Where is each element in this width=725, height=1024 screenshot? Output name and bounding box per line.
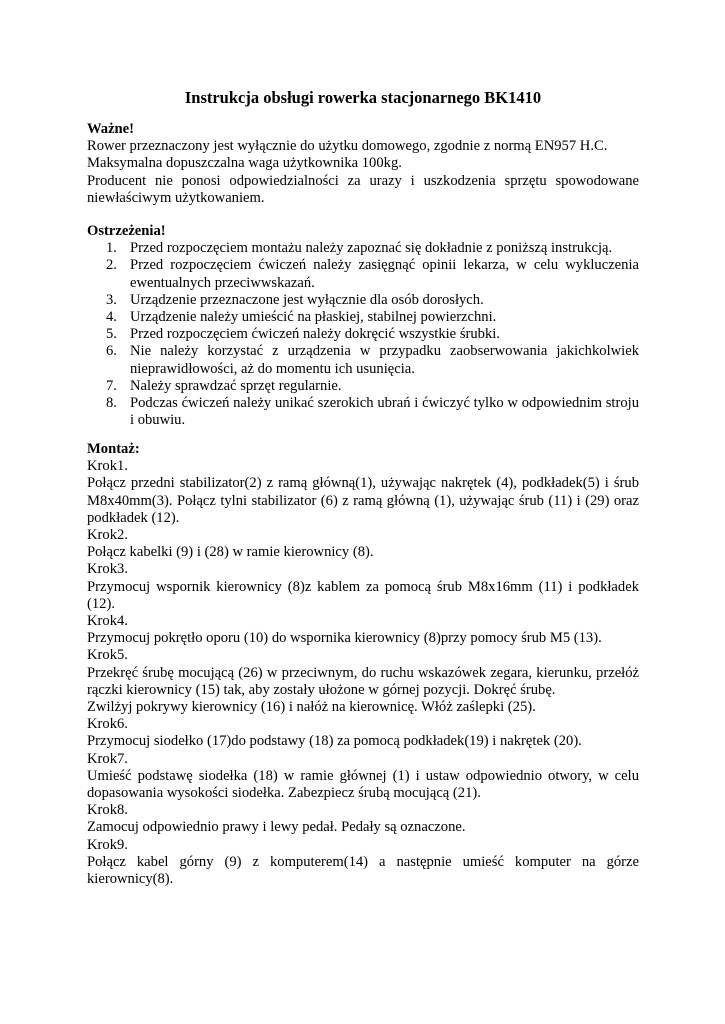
warning-item: [87, 395, 639, 429]
warning-text: Nie należy korzystać z urządzenia w przypadku zaobserwowania jakichkolwiek nieprawidłowości, aż do momentu ich usunięcia.: [130, 343, 639, 377]
step-text: Połącz kabel górny (9) z komputerem(14) a następnie umieść komputer na górze kierownicy(8).: [87, 853, 639, 888]
important-section: [87, 121, 639, 207]
warning-number: 2.: [106, 257, 117, 274]
step-text: Umieść podstawę siodełka (18) w ramie głównej (1) i ustaw odpowiednio otwory, w celu dopasowania wysokości siodełka. Zabezpiecz śrubą mocującą (21).: [87, 767, 639, 802]
step-text: Przymocuj siodełko (17)do podstawy (18) za pomocą podkładek(19) i nakrętek (20).: [87, 733, 582, 750]
warning-number: 7.: [106, 377, 117, 394]
step-label: Krok9.: [87, 836, 128, 853]
step-label: Krok6.: [87, 716, 128, 733]
important-line-weight: Maksymalna dopuszczalna waga użytkownika 100kg.: [87, 155, 402, 172]
step-label: Krok5.: [87, 647, 128, 664]
warning-item: [87, 326, 639, 343]
step-text: Przymocuj wspornik kierownicy (8)z kablem za pomocą śrub M8x16mm (11) i podkładek (12).: [87, 578, 639, 612]
warnings-section: [87, 223, 639, 429]
step-label: Krok4.: [87, 613, 128, 630]
step-text: Zamocuj odpowiednio prawy i lewy pedał. Pedały są oznaczone.: [87, 819, 466, 836]
step-label: Krok7.: [87, 750, 128, 767]
warning-item: [87, 257, 639, 291]
step-label: Krok2.: [87, 527, 128, 544]
warning-text: Urządzenie należy umieścić na płaskiej, stabilnej powierzchni.: [130, 309, 497, 326]
warning-number: 6.: [106, 343, 117, 360]
warning-number: 4.: [106, 309, 117, 326]
warning-text: Podczas ćwiczeń należy unikać szerokich ubrań i ćwiczyć tylko w odpowiednim stroju i obuwiu.: [130, 395, 639, 429]
warning-number: 3.: [106, 291, 117, 308]
warning-text: Przed rozpoczęciem ćwiczeń należy dokręcić wszystkie śrubki.: [130, 326, 500, 343]
warning-number: 1.: [106, 240, 117, 257]
page-title: Instrukcja obsługi rowerka stacjonarnego BK1410: [184, 88, 542, 107]
important-line-norm: Rower przeznaczony jest wyłącznie do użytku domowego, zgodnie z normą EN957 H.C.: [87, 138, 608, 155]
warning-item: [87, 240, 639, 257]
assembly-section: [87, 441, 639, 888]
warning-text: Przed rozpoczęciem montażu należy zapoznać się dokładnie z poniższą instrukcją.: [130, 240, 613, 257]
warning-text: Przed rozpoczęciem ćwiczeń należy zasięgnąć opinii lekarza, w celu wykluczenia ewentualnych przeciwwskazań.: [130, 257, 639, 291]
warning-number: 5.: [106, 326, 117, 343]
warning-item: [87, 309, 639, 326]
warning-number: 8.: [106, 395, 117, 412]
step-text: Połącz kabelki (9) i (28) w ramie kierownicy (8).: [87, 544, 374, 561]
important-line-liability: Producent nie ponosi odpowiedzialności za urazy i uszkodzenia sprzętu spowodowane niewłaściwym użytkowaniem.: [87, 172, 639, 206]
warnings-heading: Ostrzeżenia!: [87, 223, 166, 239]
step-label: Krok8.: [87, 802, 128, 819]
warning-text: Urządzenie przeznaczone jest wyłącznie dla osób dorosłych.: [130, 291, 484, 308]
step-text: Połącz przedni stabilizator(2) z ramą główną(1), używając nakrętek (4), podkładek(5) i śrub M8x40mm(3). Połącz tylni stabilizator (6) z ramą główną (1), używając śrub (11) i (29) oraz podkładek (12).: [87, 475, 639, 526]
warning-text: Należy sprawdzać sprzęt regularnie.: [130, 377, 342, 394]
step-label: Krok3.: [87, 561, 128, 578]
step-text: Przymocuj pokrętło oporu (10) do wspornika kierownicy (8)przy pomocy śrub M5 (13).: [87, 630, 602, 647]
step-label: Krok1.: [87, 458, 128, 475]
warning-item: [87, 292, 639, 309]
warning-item: [87, 343, 639, 377]
assembly-heading: Montaż:: [87, 441, 140, 457]
step-text: Przekręć śrubę mocującą (26) w przeciwnym, do ruchu wskazówek zegara, kierunku, przełóż rączki kierownicy (15) tak, aby zostały ułożone w górnej pozycji. Dokręć śrubę.: [87, 664, 639, 698]
warnings-list: [87, 240, 639, 429]
warning-item: [87, 378, 639, 395]
important-heading: Ważne!: [87, 121, 135, 137]
step-text-extra: Zwilżyj pokrywy kierownicy (16) i nałóż na kierownicę. Włóż zaślepki (25).: [87, 699, 536, 716]
